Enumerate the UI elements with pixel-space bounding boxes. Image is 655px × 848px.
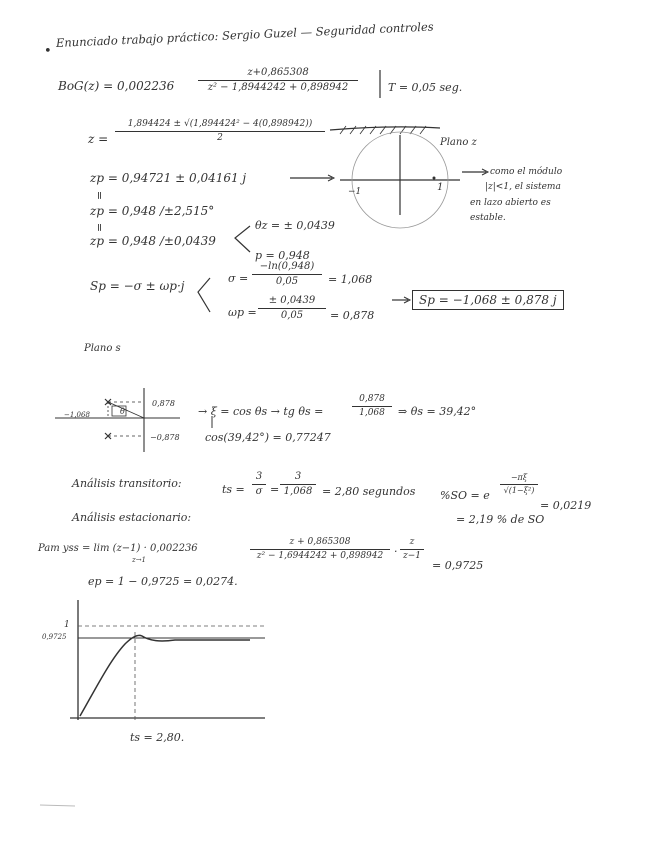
so-percent: = 2,19 % de SO xyxy=(456,513,545,526)
so-result: = 0,0219 xyxy=(540,499,592,512)
bottom-mark xyxy=(40,805,75,806)
mult-denominator: z−1 xyxy=(402,551,421,561)
sp-result-box: Sp = −1,068 ± 0,878 j xyxy=(412,290,564,310)
so-lhs: %SO = e xyxy=(440,489,490,502)
roots-lhs: z = xyxy=(88,132,109,146)
transfer-denominator: z² − 1,8944242 + 0,898942 xyxy=(207,82,349,93)
bullet: • xyxy=(44,44,52,59)
omega-result: = 0,878 xyxy=(330,309,375,322)
stability-note-3: en lazo abierto es xyxy=(470,198,551,208)
sigma-result: = 1,068 xyxy=(328,273,373,286)
limit-result: = 0,9725 xyxy=(432,559,484,572)
zp-polar: zp = 0,948 /±2,515° xyxy=(90,204,215,218)
limit-numerator: z + 0,865308 xyxy=(289,537,351,547)
z-plane-neg-one: −1 xyxy=(348,187,362,197)
tg-numerator: 0,878 xyxy=(359,394,385,404)
stability-note-1: como el módulo xyxy=(490,167,563,177)
limit-sub: z→1 xyxy=(132,556,147,564)
tg-denominator: 1,068 xyxy=(359,408,385,418)
stability-note-4: estable. xyxy=(470,213,506,223)
ts-lhs: ts = xyxy=(222,483,245,496)
sp-formula: Sp = −σ ± ωp·j xyxy=(90,279,185,293)
z-plane-label: Plano z xyxy=(440,137,477,148)
sampling-period: T = 0,05 seg. xyxy=(388,81,463,94)
so-exp-numerator: −πξ xyxy=(510,473,528,482)
equiv-sign-1: = xyxy=(93,190,107,201)
theta-angle: θ xyxy=(120,407,125,416)
ts-equals: = xyxy=(270,483,280,496)
s-im-neg: −0,878 xyxy=(150,433,180,442)
plot-y-ss: 0,9725 xyxy=(42,633,67,641)
s-re-neg: −1,068 xyxy=(64,411,90,419)
page-title: Enunciado trabajo práctico: Sergio Guzel — Seguridad controles xyxy=(55,19,434,50)
omega-numerator: ± 0,0439 xyxy=(268,295,316,306)
transfer-numerator: z+0,865308 xyxy=(247,67,309,78)
limit-lhs: Pam yss = lim (z−1) · 0,002236 xyxy=(38,543,198,554)
xi-chain: → ξ = cos θs → tg θs = xyxy=(198,405,324,418)
roots-denominator: 2 xyxy=(217,133,223,143)
ts-denominator-2: 1,068 xyxy=(283,486,313,497)
limit-denominator: z² − 1,6944242 + 0,898942 xyxy=(256,551,384,561)
steady-error: ep = 1 − 0,9725 = 0,0274. xyxy=(88,575,238,588)
stability-note-2: |z|<1, el sistema xyxy=(485,182,561,192)
zp-rectangular: zp = 0,94721 ± 0,04161 j xyxy=(90,171,247,185)
z-pole-marker xyxy=(433,177,436,180)
mult-dot: · xyxy=(394,545,398,558)
transfer-lhs: BoG(z) = 0,002236 xyxy=(58,79,175,93)
roots-numerator: 1,894424 ± √(1,894424² − 4(0,898942)) xyxy=(127,119,313,129)
s-im-pos: 0,878 xyxy=(152,399,175,408)
transient-title: Análisis transitorio: xyxy=(72,477,182,490)
zp-radians: zp = 0,948 /±0,0439 xyxy=(90,234,216,248)
omega-denominator: 0,05 xyxy=(280,310,304,321)
steady-title: Análisis estacionario: xyxy=(72,511,192,524)
sigma-denominator: 0,05 xyxy=(275,276,299,287)
ts-denominator-1: σ xyxy=(255,486,263,497)
plot-y-one: 1 xyxy=(64,620,70,630)
step-response-curve xyxy=(80,635,250,716)
p-magnitude: p = 0,948 xyxy=(255,249,310,262)
sigma-label: σ = xyxy=(228,272,249,285)
sigma-numerator: −ln(0,948) xyxy=(259,261,315,272)
theta-z: θz = ± 0,0439 xyxy=(255,219,335,232)
plot-x-ts: ts = 2,80. xyxy=(130,731,185,744)
ts-result: = 2,80 segundos xyxy=(322,485,416,498)
ts-numerator-2: 3 xyxy=(294,471,302,482)
z-plane-pos-one: 1 xyxy=(437,182,444,193)
so-exp-denominator: √(1−ξ²) xyxy=(503,486,535,495)
polar-brace xyxy=(235,226,250,252)
sigma-omega-brace xyxy=(198,278,210,312)
equiv-sign-2: = xyxy=(93,222,107,233)
omega-label: ωp = xyxy=(228,306,257,319)
theta-result: ⇒ θs = 39,42° xyxy=(398,405,477,418)
ts-numerator-1: 3 xyxy=(255,471,263,482)
cos-result: cos(39,42°) = 0,77247 xyxy=(205,431,331,444)
s-plane-label: Plano s xyxy=(84,343,121,354)
theta-box xyxy=(112,406,126,416)
mult-numerator: z xyxy=(409,537,415,547)
